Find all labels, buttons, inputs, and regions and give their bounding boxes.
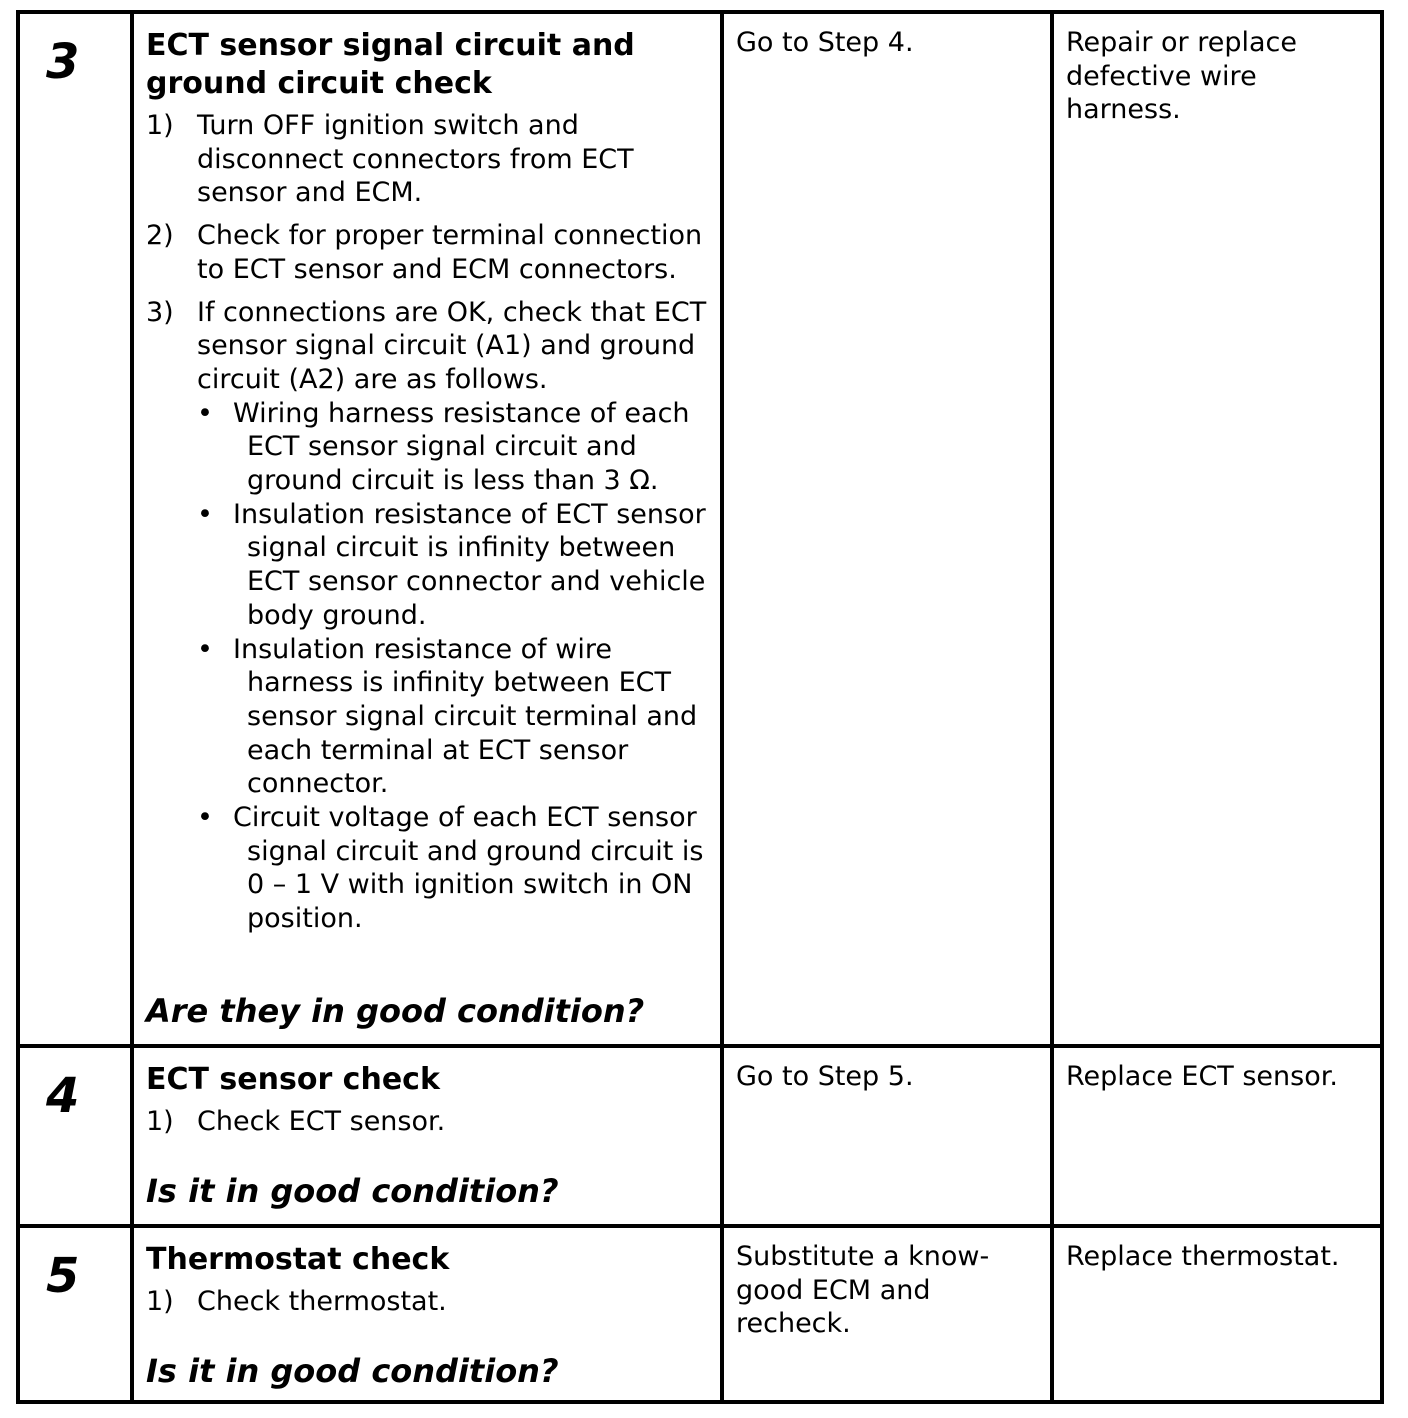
yes-cell-4 [724,1048,1054,1228]
item-number: 2) [146,220,174,252]
step-question: Is it in good condition? [146,1352,559,1390]
condition-item [197,633,708,802]
procedure-item [146,1105,708,1139]
procedure-item [146,296,708,936]
bullet-icon: • [197,498,213,530]
no-action: Repair or replace defective wire harness. [1066,27,1297,126]
procedure-list [146,109,708,936]
item-number: 3) [146,296,174,328]
condition-text: Circuit voltage of each ECT sensor signal circuit and ground circuit is 0 – 1 V with ignition switch in ON position. [233,802,704,935]
item-text: Check ECT sensor. [197,1106,446,1137]
item-number: 1) [146,110,174,141]
yes-cell-5 [724,1228,1054,1400]
yes-action: Substitute a know-good ECM and recheck. [736,1241,990,1340]
item-number: 1) [146,1106,174,1137]
diagnostic-table [16,10,1384,1404]
item-text: If connections are OK, check that ECT sensor signal circuit (A1) and ground circuit (A2) are as follows. [197,296,707,395]
condition-list [197,397,708,936]
procedure-list [146,1105,708,1139]
no-action: Replace ECT sensor. [1066,1061,1338,1092]
condition-item [197,801,708,936]
condition-item [197,498,708,633]
step-question: Is it in good condition? [146,1172,559,1210]
item-text: Turn OFF ignition switch and disconnect connectors from ECT sensor and ECM. [197,110,634,209]
procedure-item [146,109,708,210]
procedure-list [146,1285,708,1319]
condition-text: Wiring harness resistance of each ECT sensor signal circuit and ground circuit is less than 3 Ω. [233,397,690,497]
no-action: Replace thermostat. [1066,1241,1340,1272]
bullet-icon: • [197,397,213,429]
step-cell-3 [20,14,134,1048]
yes-cell-3 [724,14,1054,1048]
condition-text: Insulation resistance of ECT sensor signal circuit is infinity between ECT sensor connector and vehicle body ground. [233,498,706,631]
step-cell-4 [20,1048,134,1228]
step-question: Are they in good condition? [146,992,645,1030]
step-title: ECT sensor signal circuit and ground circuit check [146,28,635,101]
step-cell-5 [20,1228,134,1400]
procedure-item [146,1285,708,1319]
step-title: ECT sensor check [146,1062,440,1097]
step-number: 3 [46,34,80,90]
procedure-item [146,219,708,286]
item-number: 1) [146,1286,174,1317]
no-cell-4 [1054,1048,1380,1228]
step-number: 4 [46,1068,80,1124]
step-number: 5 [46,1248,80,1304]
yes-action: Go to Step 5. [736,1061,914,1092]
procedure-cell-3 [134,14,724,1048]
no-cell-3 [1054,14,1380,1048]
bullet-icon: • [197,633,213,665]
step-title: Thermostat check [146,1242,450,1277]
bullet-icon: • [197,802,213,834]
no-cell-5 [1054,1228,1380,1400]
procedure-cell-5 [134,1228,724,1400]
item-text: Check for proper terminal connection to ECT sensor and ECM connectors. [197,220,703,285]
condition-item [197,397,708,498]
procedure-cell-4 [134,1048,724,1228]
yes-action: Go to Step 4. [736,27,914,58]
item-text: Check thermostat. [197,1286,447,1317]
condition-text: Insulation resistance of wire harness is infinity between ECT sensor signal circuit terminal and each terminal at ECT sensor connector. [233,633,698,800]
